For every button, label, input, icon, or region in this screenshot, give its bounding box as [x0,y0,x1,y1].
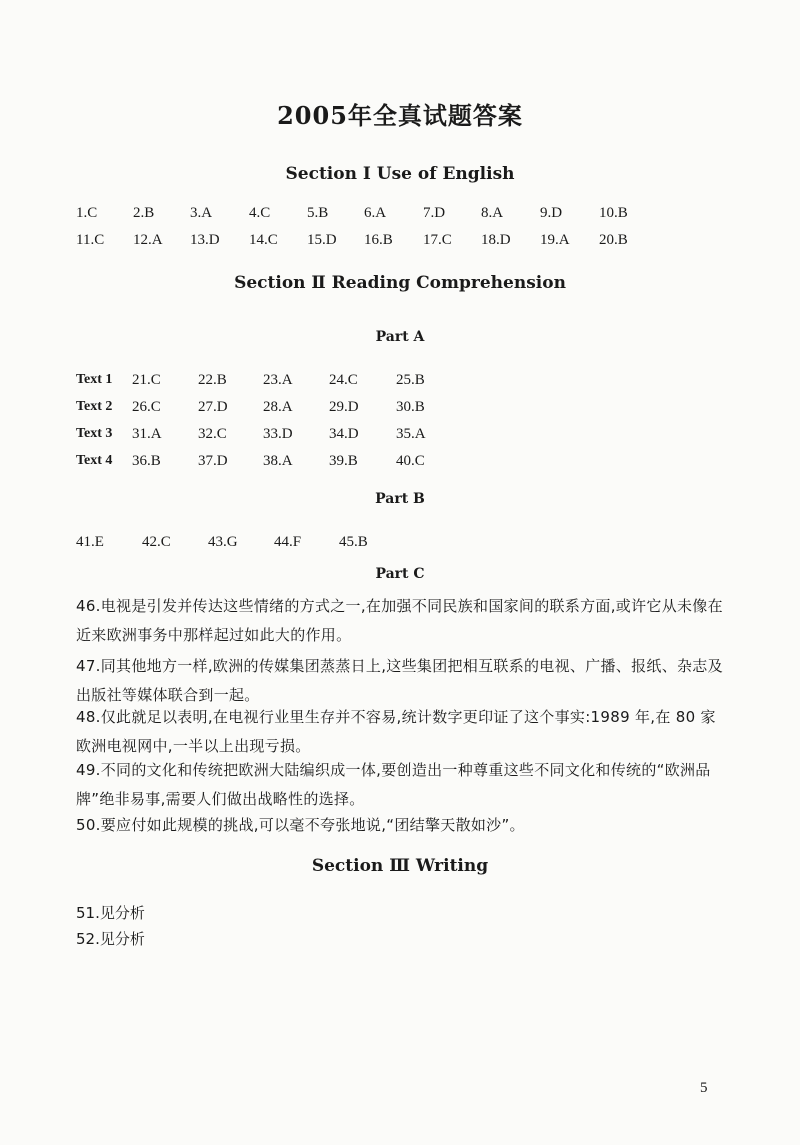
answer-item: 37.D [198,453,228,469]
answer-item: 36.B [132,453,161,469]
answer-item: 20.B [599,232,628,248]
answer-item: 33.D [263,426,293,442]
section-1-heading: Section Ⅰ Use of English [285,164,515,184]
answer-item: 12.A [133,232,163,248]
text-label: Text 2 [76,399,113,414]
answer-item: 38.A [263,453,293,469]
translation-47: 47.同其他地方一样,欧洲的传媒集团蒸蒸日上,这些集团把相互联系的电视、广播、报纸、杂志及出版社等媒体联合到一起。 [76,657,723,704]
answer-item: 26.C [132,399,161,415]
answer-item: 30.B [396,399,425,415]
answer-item: 44.F [274,534,302,550]
answer-item: 9.D [540,205,563,221]
answer-item: 13.D [190,232,220,248]
answer-item: 35.A [396,426,426,442]
answer-item: 3.A [190,205,213,221]
answer-item: 34.D [329,426,359,442]
answer-item: 41.E [76,534,104,550]
answer-item: 40.C [396,453,425,469]
translation-49: 49.不同的文化和传统把欧洲大陆编织成一体,要创造出一种尊重这些不同文化和传统的“欧洲品牌”绝非易事,需要人们做出战略性的选择。 [76,761,711,808]
answer-item: 42.C [142,534,171,550]
writing-item-51: 51.见分析 [76,904,145,922]
answer-item: 17.C [423,232,452,248]
part-a-heading: Part A [375,329,425,345]
page-title: 2005年全真试题答案 [277,101,523,130]
answer-item: 29.D [329,399,359,415]
translation-48: 48.仅此就足以表明,在电视行业里生存并不容易,统计数字更印证了这个事实:1989 年,在 80 家欧洲电视网中,一半以上出现亏损。 [76,708,716,755]
answer-item: 21.C [132,372,161,388]
text-label: Text 4 [76,453,113,468]
answer-item: 23.A [263,372,293,388]
answer-item: 32.C [198,426,227,442]
translation-50: 50.要应付如此规模的挑战,可以毫不夸张地说,“团结擎天散如沙”。 [76,816,525,834]
answer-item: 8.A [481,205,504,221]
answer-item: 16.B [364,232,393,248]
section-3-heading: Section Ⅲ Writing [311,856,489,876]
answer-item: 4.C [249,205,271,221]
answer-item: 10.B [599,205,628,221]
answer-item: 18.D [481,232,511,248]
text-label: Text 1 [76,372,113,387]
answer-item: 6.A [364,205,387,221]
answer-item: 28.A [263,399,293,415]
writing-item-52: 52.见分析 [76,930,145,948]
answer-item: 25.B [396,372,425,388]
answer-item: 22.B [198,372,227,388]
answer-item: 43.G [208,534,238,550]
answer-item: 2.B [133,205,155,221]
answer-item: 15.D [307,232,337,248]
answer-item: 27.D [198,399,228,415]
answer-item: 1.C [76,205,98,221]
answer-item: 14.C [249,232,278,248]
section-2-heading: Section Ⅱ Reading Comprehension [234,273,566,293]
answer-item: 19.A [540,232,570,248]
translation-46: 46.电视是引发并传达这些情绪的方式之一,在加强不同民族和国家间的联系方面,或许它从未像在近来欧洲事务中那样起过如此大的作用。 [76,597,723,644]
part-c-heading: Part C [375,566,425,582]
answer-item: 24.C [329,372,358,388]
answer-item: 39.B [329,453,358,469]
answer-item: 31.A [132,426,162,442]
answer-item: 45.B [339,534,368,550]
text-label: Text 3 [76,426,113,441]
part-b-heading: Part B [375,491,425,507]
answer-item: 5.B [307,205,329,221]
answer-item: 7.D [423,205,446,221]
answer-item: 11.C [76,232,105,248]
page-number: 5 [700,1080,708,1096]
